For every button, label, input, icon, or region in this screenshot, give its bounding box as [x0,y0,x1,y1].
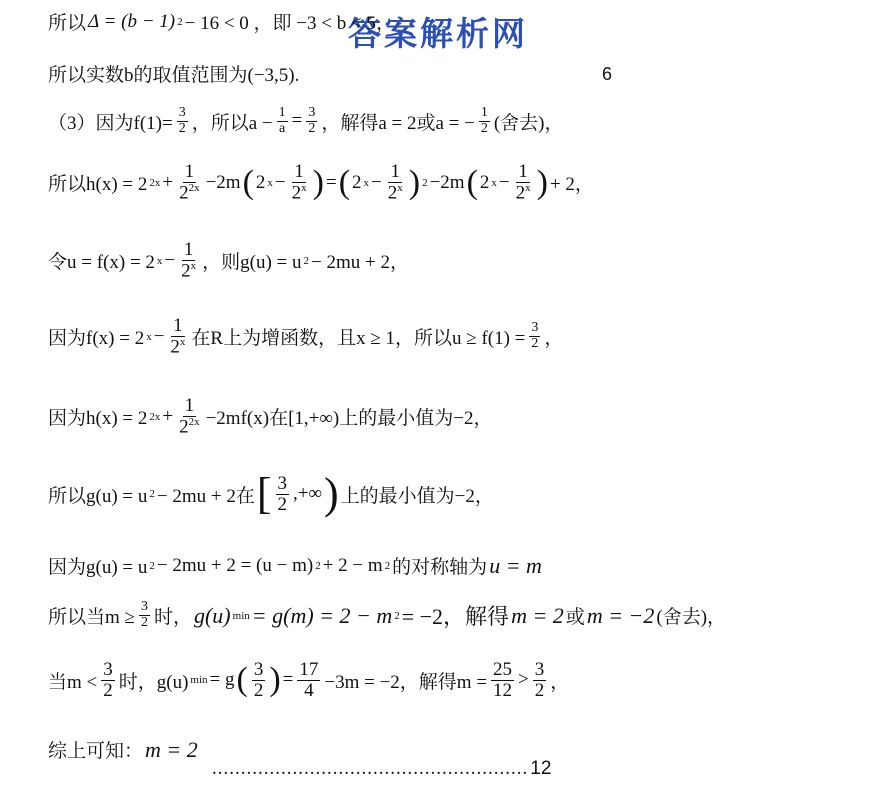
line-text: 时， [153,607,192,628]
fraction: $\frac{1}{2^x}$ [170,315,186,358]
line-text: − 2mu + 2在 [156,485,255,507]
line-text: + 2 − m [322,554,383,576]
line-text: 或 [565,607,585,628]
fraction: $\frac{3}{2}$ [531,320,539,352]
fraction: $\frac{3}{2}$ [534,659,545,701]
page-number: 6 [602,64,613,84]
line-text: −2mf(x)在[1,+∞)上的最小值为−2， [205,408,493,430]
line-text: −2m [205,171,241,193]
score-line [212,758,551,780]
line-text: ， [544,328,564,350]
line-text: 所以 [48,13,87,34]
math-expr: Δ = (b − 1) [88,10,176,32]
line-text: − 2mu + 2 = (u − m) [156,554,314,576]
line-text: (舍去)， [656,607,727,628]
math-expr: = g(m) = 2 − m [251,602,393,628]
line-text: 所以实数b的取值范围为(−3,5). [48,65,300,86]
fraction: $\frac{1}{2^x}$ [291,161,307,204]
fraction: $\frac{1}{2^x}$ [387,161,403,204]
fraction: $\frac{17}{4}$ [299,659,319,701]
fraction: $\frac{3}{2}$ [308,105,316,136]
line-range [48,60,299,87]
line-text: 综上可知： [48,741,144,762]
math-expr: m = −2 [586,602,655,628]
line-text: 令u = f(x) = 2 [48,252,155,274]
line-text: = [282,669,294,691]
line-text: 所以h(x) = 2 [48,174,148,196]
fraction: $\frac{1}{2^{2x}}$ [179,161,200,204]
fraction: $\frac{3}{2}$ [253,659,264,701]
line-delta [48,8,395,35]
score: 12 [530,758,552,779]
fraction: $\frac{1}{a}$ [278,105,286,136]
fraction: $\frac{25}{12}$ [493,659,513,701]
line-text: 在R上为增函数，且x ≥ 1，所以u ≥ f(1) = [191,328,526,350]
line-text: ， [550,671,570,693]
line-text: ，所以a − [191,112,273,134]
math-expr: m = 2 [511,602,564,628]
line-text: 所以当m ≥ [48,607,135,628]
line-text: + 2， [549,174,594,196]
watermark: 答案解析网 [348,14,528,53]
line-text: = −2，解得 [401,604,510,629]
line-case1: 所以当m ≥ $\frac{3}{2}$ 时， g(u) min = g(m) = 2 − m 2 = −2，解得 m = 2 或 m = −2 (舍去)， [48,599,727,630]
fraction: $\frac{3}{2}$ [103,659,113,701]
line-case2: 当m < $\frac{3}{2}$ 时，g(u) min = g ( $\frac{3}{2}$ ) = $\frac{17}{4}$ −3m = −2，解得m = $\frac{25}{12}$ > $\frac{3}{2}$ ， [48,659,570,701]
line-text: −3m = −2，解得m = [324,671,488,693]
line-text: ，解得a = 2或a = − [321,112,475,134]
line-text: 所以g(u) = u [48,485,148,507]
fraction: $\frac{1}{2}$ [480,105,488,136]
line-text: − 16 < 0 ，即 −3 < b < 5， [184,13,395,34]
line-h-expansion: 所以h(x) = 2 2x + $\frac{1}{2^{2x}}$ −2m ( 2 x − $\frac{1}{2^x}$ ) = ( 2 x − $\frac{1}{2^x}$ ) 2 −2m ( 2 x − $\frac{1}{2^x}$ ) + 2， [48,161,594,204]
line-text: 时，g(u) [118,671,189,693]
line-axis: 因为g(u) = u 2 − 2mu + 2 = (u − m) 2 + 2 − m 2 的对称轴为 u = m [48,552,542,578]
line-text: −2m [429,171,465,193]
exponent: 2 [177,15,183,28]
line-text: （3）因为f(1)= [48,112,173,134]
line-text: − 2mu + 2， [311,252,409,274]
leader-dots: ....................................................... [212,758,529,779]
line-increasing: 因为f(x) = 2 x − $\frac{1}{2^x}$ 在R上为增函数，且x ≥ 1，所以u ≥ f(1) = $\frac{3}{2}$ ， [48,315,564,358]
line-part3 [48,106,564,136]
line-substitution: 令u = f(x) = 2 x − $\frac{1}{2^x}$ ，则g(u) = u 2 − 2mu + 2， [48,239,409,282]
line-text: 上的最小值为−2， [340,485,494,507]
math-expr: g(u) [193,602,231,628]
line-g-minimum: 所以g(u) = u 2 − 2mu + 2在 [ $\frac{3}{2}$ ,+∞ ) 上的最小值为−2， [48,469,494,518]
fraction: $\frac{3}{2}$ [178,105,186,136]
math-expr: m = 2 [145,736,198,762]
line-text: = g [209,669,235,691]
fraction: $\frac{1}{2^{2x}}$ [179,395,200,438]
line-text: (舍去)， [493,112,564,134]
line-text: ，则g(u) = u [202,252,302,274]
line-text: 因为g(u) = u [48,557,148,578]
line-text: > [518,669,529,691]
fraction: $\frac{3}{2}$ [277,472,287,515]
line-conclusion [48,736,198,763]
line-text: = [291,110,303,132]
line-text: 的对称轴为 [392,557,488,578]
line-text: ,+∞ [293,483,323,504]
fraction: $\frac{1}{2^x}$ [515,161,531,204]
line-text: 当m < [48,671,98,693]
fraction: $\frac{1}{2^x}$ [181,239,197,282]
math-expr: u = m [489,552,542,578]
line-text: 因为h(x) = 2 [48,408,148,430]
line-text: 因为f(x) = 2 [48,328,145,350]
line-h-minimum: 因为h(x) = 2 2x + $\frac{1}{2^{2x}}$ −2mf(x)在[1,+∞)上的最小值为−2， [48,395,493,438]
fraction: $\frac{3}{2}$ [140,599,148,630]
